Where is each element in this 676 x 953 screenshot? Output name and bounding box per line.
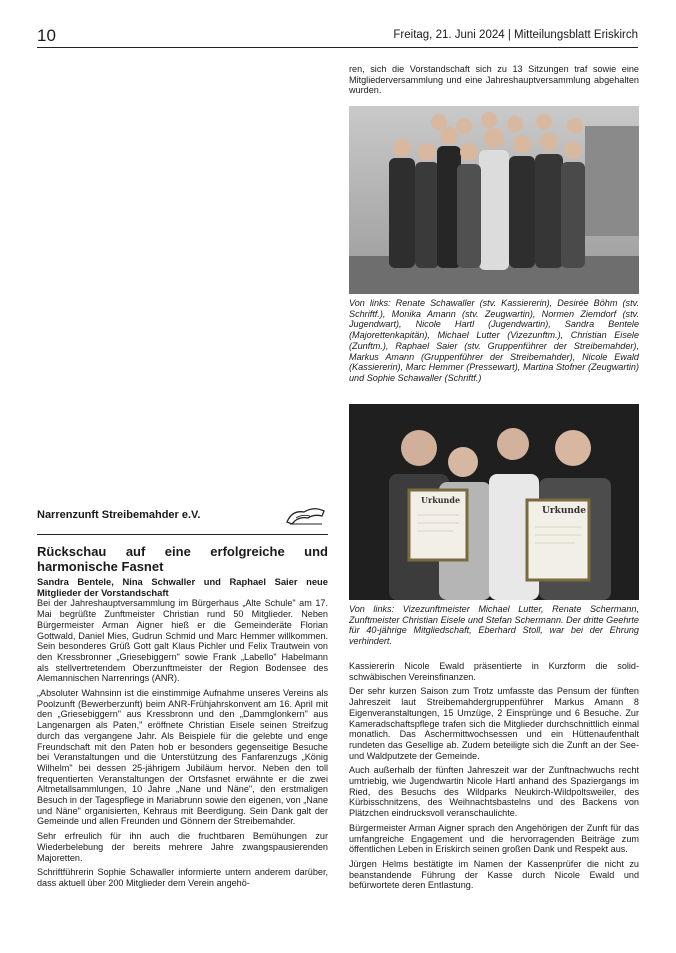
paragraph: Bei der Jahreshauptversammlung im Bürgerhaus „Alte Schule" am 17. Mai begrüßte Zunftmeister Christian rund 50 Mitglieder. Neben Bürgermeister Arman Aigner hieß er die Gemeinderäte Florian Gottwald, Daniel Mies, Gudrun Schmid und Marc Hemmer willkommen. Sein besonderes Grüß Gott galt Klaus Pichler und Felix Trautwein von den Kressbronner „Griesebiggern" sowie Frank „Labello" Habelmann als stellvertretendem Oberzunftmeister der Region Bodensee des Alemannischen Narrenrings (ANR). [37,598,328,684]
page-number: 10 [37,26,56,45]
paragraph: Jürgen Helms bestätigte im Namen der Kassenprüfer die nicht zu beanstandende Führung der Kasse durch Nicole Ewald und befürwortete deren Entlastung. [349,858,639,891]
paragraph: Sehr erfreulich für ihn auch die fruchtbaren Bemühungen zur Wiederbelebung der bereits mehrere Jahre zwangspausierenden Majoretten. [37,831,328,863]
club-rule [37,534,328,535]
paragraph: Auch außerhalb der fünften Jahreszeit war der Zunftnachwuchs recht umtriebig, wie Jugendwartin Nicole Hartl anhand des Spaziergangs im Ried, des Besuchs des Wildparks Neukirch-Wildpoltsweiler, des Kürbisschnitzens, des Weihnachtsbastelns und des Backens von Plätzchen eindrucksvoll veranschaulichte. [349,765,639,819]
club-logo-icon [284,502,328,528]
header-rule [37,47,638,48]
certificate-label-left: Urkunde [421,495,461,505]
article-subtitle: Sandra Bentele, Nina Schwaller und Raphael Saier neue Mitglieder der Vorstandschaft [37,576,328,598]
certificate-label-right: Urkunde [542,506,586,516]
publication-header: Freitag, 21. Juni 2024 | Mitteilungsblatt Eriskirch [393,29,638,41]
honoring-photo [349,404,639,600]
article-left-column [37,510,328,893]
photo-caption-group: Von links: Renate Schawaller (stv. Kassiererin), Desirée Böhm (stv. Schriftf.), Monika Amann (stv. Zeugwartin), Normen Ziemdorf (stv. Jugendwart), Nicole Hartl (Jugendwartin), Sandra Bentele (Majorettenkapitän), Michael Lutter (Vizezunftm.), Christian Eisele (Zunftm.), Raphael Saier (stv. Gruppenführer der Streibemahder), Markus Amann (Gruppenführer der Streibemahder), Nicole Ewald (Kassiererin), Marc Hemmer (Pressewart), Martina Stofner (Zeugwartin) und Sophie Schawaller (Schriftf.) [349,298,639,383]
article-right-intro: ren, sich die Vorstandschaft sich zu 13 Sitzungen traf sowie eine Mitgliederversammlung und eine Jahreshauptversammlung abgehalten wurden. [349,64,639,96]
paragraph: Kassiererin Nicole Ewald präsentierte in Kurzform die solid-schwäbischen Vereinsfinanzen. [349,661,639,682]
group-photo-image [349,106,639,294]
paragraph: Schriftführerin Sophie Schawaller informierte untern anderem darüber, dass aktuell über 200 Mitglieder dem Verein angehö- [37,867,328,888]
photo-caption-honoring: Von links: Vizezunftmeister Michael Lutter, Renate Schermann, Zunftmeister Christian Eisele und Stefan Schermann. Der dritte Geehrte für 40-jährige Mitgliedschaft, Eberhard Stoll, war bei der Ehrung verhindert. [349,604,639,647]
club-heading [37,510,328,528]
article-right-column [349,661,639,895]
club-name: Narrenzunft Streibemahder e.V. [37,509,201,521]
paragraph: „Absoluter Wahnsinn ist die einstimmige Aufnahme unseres Vereins als Poolzunft (Bewerberzunft) beim ANR-Frühjahrskonvent am 16. April mit den „Griesebiggern" aus Kressbronn und den „Dammglonkern" aus Langenargen als Paten," eröffnete Christian Eisele seinen Streifzug durch das vergangene Jahr. Als Beispiele für die gelebte und enge Freundschaft mit den Paten hob er besonders gegenseitige Besuche bei Veranstaltungen und die Unterstützung des Fanfarenzugs „König Wilhelm" bei dessen 25-jährigem Jubiläum hervor. Neben den toll frequentierten Veranstaltungen der Ortsfasnet erwähnte er die zwei Altmetallsammlungen, 10 Jahre „Nane und Näne", den erstmaligen Besuch in der Tagespflege in Mariabrunn sowie den eigenen, von „Nane und Näne" organisierten, Kehraus mit Beerdigung. Sein Dank galt der Gemeinde und allen Freunden und Gönnern der Streibemahder. [37,688,328,827]
honoring-photo-image [349,404,639,600]
paragraph: Der sehr kurzen Saison zum Trotz umfasste das Pensum der fünften Jahreszeit laut Streibemahdergruppenführer Markus Amann 8 Eigenveranstaltungen, 15 Umzüge, 2 Einsprünge und 6 Besuche. Zur Kameradschaftspflege trafen sich die Mitglieder durchschnittlich einmal monatlich. Das Aschermittwochsessen und ein Hüttenaufenthalt rundeten das Gesellige ab. Zudem beteiligte sich die Zunft an der See- und Waldputzete der Gemeinde. [349,686,639,761]
paragraph: Bürgermeister Arman Aigner sprach den Angehörigen der Zunft für das umfangreiche Engagement und die hervorragenden Beiträge zum öffentlichen Leben in Eriskirch seinen großen Dank und Respekt aus. [349,822,639,855]
group-photo [349,106,639,294]
article-title: Rückschau auf eine erfolgreiche und harmonische Fasnet [37,544,328,574]
